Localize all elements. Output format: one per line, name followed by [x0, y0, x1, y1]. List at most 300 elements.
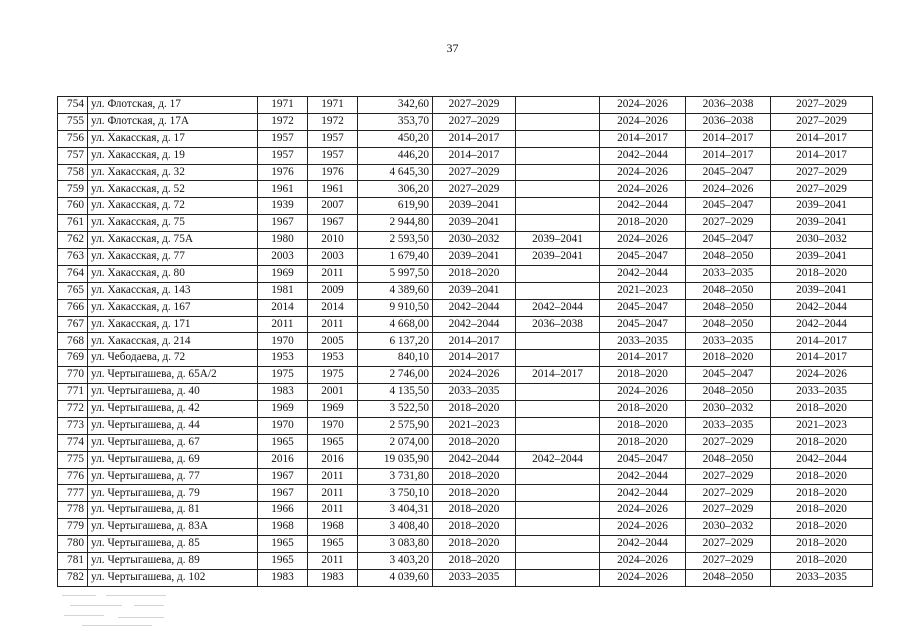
address-cell: ул. Хакасская, д. 143 — [88, 282, 258, 299]
period-cell-1: 2018–2020 — [433, 536, 516, 553]
row-number: 755 — [58, 113, 88, 130]
area-cell: 3 403,20 — [358, 553, 433, 570]
table-row — [58, 401, 873, 418]
year-built-cell: 1953 — [258, 350, 308, 367]
period-cell-3: 2045–2047 — [600, 451, 686, 468]
period-cell-3: 2045–2047 — [600, 249, 686, 266]
housing-repair-schedule-table — [57, 96, 873, 587]
area-cell: 2 593,50 — [358, 232, 433, 249]
period-cell-2 — [516, 553, 600, 570]
address-cell: ул. Чертыгашева, д. 40 — [88, 384, 258, 401]
area-cell: 3 750,10 — [358, 485, 433, 502]
table-row — [58, 113, 873, 130]
row-number: 769 — [58, 350, 88, 367]
row-number: 782 — [58, 569, 88, 586]
period-cell-3: 2045–2047 — [600, 316, 686, 333]
area-cell: 19 035,90 — [358, 451, 433, 468]
address-cell: ул. Чертыгашева, д. 102 — [88, 569, 258, 586]
area-cell: 2 074,00 — [358, 434, 433, 451]
year-commission-cell: 2016 — [308, 451, 358, 468]
table-row — [58, 181, 873, 198]
year-commission-cell: 2005 — [308, 333, 358, 350]
year-commission-cell: 1975 — [308, 367, 358, 384]
period-cell-4: 2045–2047 — [686, 164, 771, 181]
period-cell-3: 2024–2026 — [600, 113, 686, 130]
table-row — [58, 468, 873, 485]
address-cell: ул. Чертыгашева, д. 85 — [88, 536, 258, 553]
period-cell-2 — [516, 417, 600, 434]
period-cell-1: 2018–2020 — [433, 434, 516, 451]
period-cell-2 — [516, 113, 600, 130]
period-cell-1: 2033–2035 — [433, 384, 516, 401]
table-row — [58, 282, 873, 299]
period-cell-1: 2042–2044 — [433, 316, 516, 333]
page-number: 37 — [446, 41, 459, 55]
address-cell: ул. Хакасская, д. 52 — [88, 181, 258, 198]
period-cell-2: 2036–2038 — [516, 316, 600, 333]
area-cell: 450,20 — [358, 130, 433, 147]
year-built-cell: 1980 — [258, 232, 308, 249]
area-cell: 9 910,50 — [358, 299, 433, 316]
table-row — [58, 485, 873, 502]
period-cell-1: 2018–2020 — [433, 502, 516, 519]
year-built-cell: 1967 — [258, 485, 308, 502]
year-built-cell: 1975 — [258, 367, 308, 384]
year-commission-cell: 1957 — [308, 130, 358, 147]
period-cell-1: 2018–2020 — [433, 401, 516, 418]
period-cell-5: 2014–2017 — [771, 333, 873, 350]
period-cell-3: 2042–2044 — [600, 468, 686, 485]
period-cell-2 — [516, 97, 600, 114]
address-cell: ул. Хакасская, д. 171 — [88, 316, 258, 333]
year-commission-cell: 2011 — [308, 485, 358, 502]
row-number: 777 — [58, 485, 88, 502]
period-cell-3: 2045–2047 — [600, 299, 686, 316]
table-row — [58, 215, 873, 232]
period-cell-2 — [516, 569, 600, 586]
year-commission-cell: 1965 — [308, 434, 358, 451]
period-cell-3: 2018–2020 — [600, 215, 686, 232]
period-cell-3: 2014–2017 — [600, 130, 686, 147]
table-row — [58, 232, 873, 249]
period-cell-3: 2018–2020 — [600, 401, 686, 418]
period-cell-4: 2027–2029 — [686, 553, 771, 570]
year-built-cell: 1965 — [258, 434, 308, 451]
address-cell: ул. Флотская, д. 17А — [88, 113, 258, 130]
period-cell-1: 2039–2041 — [433, 215, 516, 232]
period-cell-1: 2027–2029 — [433, 181, 516, 198]
table-row — [58, 130, 873, 147]
period-cell-5: 2014–2017 — [771, 350, 873, 367]
year-built-cell: 1972 — [258, 113, 308, 130]
period-cell-2 — [516, 333, 600, 350]
year-commission-cell: 1961 — [308, 181, 358, 198]
row-number: 774 — [58, 434, 88, 451]
table-row — [58, 367, 873, 384]
address-cell: ул. Чебодаева, д. 72 — [88, 350, 258, 367]
period-cell-1: 2018–2020 — [433, 265, 516, 282]
period-cell-3: 2042–2044 — [600, 198, 686, 215]
period-cell-2 — [516, 350, 600, 367]
period-cell-5: 2014–2017 — [771, 147, 873, 164]
period-cell-1: 2027–2029 — [433, 97, 516, 114]
period-cell-2 — [516, 130, 600, 147]
year-built-cell: 1966 — [258, 502, 308, 519]
table-row — [58, 519, 873, 536]
year-commission-cell: 1970 — [308, 417, 358, 434]
year-commission-cell: 1972 — [308, 113, 358, 130]
period-cell-4: 2045–2047 — [686, 367, 771, 384]
period-cell-4: 2027–2029 — [686, 215, 771, 232]
area-cell: 3 408,40 — [358, 519, 433, 536]
period-cell-2: 2042–2044 — [516, 451, 600, 468]
row-number: 766 — [58, 299, 88, 316]
period-cell-2 — [516, 536, 600, 553]
period-cell-5: 2039–2041 — [771, 198, 873, 215]
year-built-cell: 1939 — [258, 198, 308, 215]
table-row — [58, 147, 873, 164]
year-commission-cell: 1965 — [308, 536, 358, 553]
year-built-cell: 2011 — [258, 316, 308, 333]
year-commission-cell: 2007 — [308, 198, 358, 215]
year-commission-cell: 1971 — [308, 97, 358, 114]
address-cell: ул. Хакасская, д. 19 — [88, 147, 258, 164]
address-cell: ул. Чертыгашева, д. 42 — [88, 401, 258, 418]
period-cell-2 — [516, 502, 600, 519]
row-number: 771 — [58, 384, 88, 401]
year-commission-cell: 2003 — [308, 249, 358, 266]
period-cell-2 — [516, 384, 600, 401]
address-cell: ул. Чертыгашева, д. 44 — [88, 417, 258, 434]
address-cell: ул. Хакасская, д. 75А — [88, 232, 258, 249]
period-cell-5: 2018–2020 — [771, 468, 873, 485]
period-cell-1: 2021–2023 — [433, 417, 516, 434]
period-cell-4: 2027–2029 — [686, 502, 771, 519]
period-cell-3: 2018–2020 — [600, 417, 686, 434]
table-row — [58, 569, 873, 586]
period-cell-2 — [516, 265, 600, 282]
row-number: 762 — [58, 232, 88, 249]
period-cell-2 — [516, 485, 600, 502]
period-cell-5: 2018–2020 — [771, 502, 873, 519]
table-row — [58, 299, 873, 316]
period-cell-5: 2039–2041 — [771, 282, 873, 299]
period-cell-4: 2027–2029 — [686, 468, 771, 485]
period-cell-4: 2036–2038 — [686, 113, 771, 130]
period-cell-3: 2042–2044 — [600, 536, 686, 553]
period-cell-3: 2033–2035 — [600, 333, 686, 350]
area-cell: 4 389,60 — [358, 282, 433, 299]
address-cell: ул. Хакасская, д. 72 — [88, 198, 258, 215]
year-commission-cell: 1969 — [308, 401, 358, 418]
year-built-cell: 1971 — [258, 97, 308, 114]
period-cell-4: 2048–2050 — [686, 569, 771, 586]
period-cell-1: 2039–2041 — [433, 249, 516, 266]
period-cell-2 — [516, 282, 600, 299]
row-number: 763 — [58, 249, 88, 266]
period-cell-3: 2042–2044 — [600, 485, 686, 502]
year-built-cell: 1965 — [258, 536, 308, 553]
row-number: 776 — [58, 468, 88, 485]
address-cell: ул. Флотская, д. 17 — [88, 97, 258, 114]
area-cell: 4 135,50 — [358, 384, 433, 401]
year-built-cell: 2014 — [258, 299, 308, 316]
year-built-cell: 1967 — [258, 468, 308, 485]
row-number: 754 — [58, 97, 88, 114]
period-cell-5: 2033–2035 — [771, 569, 873, 586]
area-cell: 2 944,80 — [358, 215, 433, 232]
period-cell-5: 2027–2029 — [771, 97, 873, 114]
year-built-cell: 1981 — [258, 282, 308, 299]
address-cell: ул. Хакасская, д. 80 — [88, 265, 258, 282]
row-number: 756 — [58, 130, 88, 147]
period-cell-2 — [516, 198, 600, 215]
period-cell-3: 2042–2044 — [600, 147, 686, 164]
year-commission-cell: 2010 — [308, 232, 358, 249]
period-cell-5: 2042–2044 — [771, 451, 873, 468]
period-cell-3: 2018–2020 — [600, 434, 686, 451]
address-cell: ул. Хакасская, д. 75 — [88, 215, 258, 232]
year-built-cell: 1957 — [258, 147, 308, 164]
year-built-cell: 1969 — [258, 265, 308, 282]
period-cell-1: 2027–2029 — [433, 113, 516, 130]
period-cell-1: 2018–2020 — [433, 485, 516, 502]
table-row — [58, 384, 873, 401]
period-cell-2: 2039–2041 — [516, 232, 600, 249]
period-cell-2 — [516, 164, 600, 181]
area-cell: 3 522,50 — [358, 401, 433, 418]
row-number: 761 — [58, 215, 88, 232]
area-cell: 4 668,00 — [358, 316, 433, 333]
period-cell-4: 2024–2026 — [686, 181, 771, 198]
address-cell: ул. Чертыгашева, д. 79 — [88, 485, 258, 502]
period-cell-2 — [516, 434, 600, 451]
table-row — [58, 164, 873, 181]
period-cell-1: 2024–2026 — [433, 367, 516, 384]
address-cell: ул. Чертыгашева, д. 69 — [88, 451, 258, 468]
period-cell-3: 2021–2023 — [600, 282, 686, 299]
period-cell-1: 2030–2032 — [433, 232, 516, 249]
period-cell-5: 2030–2032 — [771, 232, 873, 249]
period-cell-5: 2039–2041 — [771, 249, 873, 266]
table-row — [58, 553, 873, 570]
table-body — [58, 97, 873, 587]
area-cell: 342,60 — [358, 97, 433, 114]
period-cell-3: 2018–2020 — [600, 367, 686, 384]
year-built-cell: 2003 — [258, 249, 308, 266]
period-cell-5: 2039–2041 — [771, 215, 873, 232]
period-cell-4: 2045–2047 — [686, 232, 771, 249]
address-cell: ул. Чертыгашева, д. 83А — [88, 519, 258, 536]
table-row — [58, 502, 873, 519]
period-cell-4: 2048–2050 — [686, 316, 771, 333]
area-cell: 619,90 — [358, 198, 433, 215]
period-cell-2 — [516, 468, 600, 485]
period-cell-5: 2014–2017 — [771, 130, 873, 147]
period-cell-4: 2027–2029 — [686, 485, 771, 502]
period-cell-1: 2014–2017 — [433, 147, 516, 164]
period-cell-4: 2048–2050 — [686, 282, 771, 299]
period-cell-2 — [516, 519, 600, 536]
period-cell-4: 2014–2017 — [686, 130, 771, 147]
period-cell-2 — [516, 181, 600, 198]
row-number: 772 — [58, 401, 88, 418]
period-cell-5: 2042–2044 — [771, 316, 873, 333]
year-built-cell: 1970 — [258, 333, 308, 350]
table-row — [58, 417, 873, 434]
row-number: 770 — [58, 367, 88, 384]
area-cell: 5 997,50 — [358, 265, 433, 282]
period-cell-1: 2018–2020 — [433, 519, 516, 536]
period-cell-5: 2021–2023 — [771, 417, 873, 434]
period-cell-5: 2018–2020 — [771, 434, 873, 451]
area-cell: 4 645,30 — [358, 164, 433, 181]
period-cell-1: 2014–2017 — [433, 333, 516, 350]
year-built-cell: 1976 — [258, 164, 308, 181]
period-cell-2 — [516, 147, 600, 164]
period-cell-4: 2036–2038 — [686, 97, 771, 114]
period-cell-5: 2042–2044 — [771, 299, 873, 316]
period-cell-3: 2024–2026 — [600, 553, 686, 570]
row-number: 779 — [58, 519, 88, 536]
year-built-cell: 1983 — [258, 569, 308, 586]
period-cell-4: 2033–2035 — [686, 333, 771, 350]
area-cell: 3 404,31 — [358, 502, 433, 519]
area-cell: 840,10 — [358, 350, 433, 367]
year-built-cell: 1957 — [258, 130, 308, 147]
year-commission-cell: 2011 — [308, 265, 358, 282]
area-cell: 353,70 — [358, 113, 433, 130]
table-row — [58, 434, 873, 451]
row-number: 775 — [58, 451, 88, 468]
period-cell-5: 2027–2029 — [771, 113, 873, 130]
table-row — [58, 249, 873, 266]
table-row — [58, 451, 873, 468]
year-commission-cell: 1983 — [308, 569, 358, 586]
period-cell-4: 2045–2047 — [686, 198, 771, 215]
table-row — [58, 198, 873, 215]
area-cell: 2 575,90 — [358, 417, 433, 434]
year-commission-cell: 1957 — [308, 147, 358, 164]
year-commission-cell: 1967 — [308, 215, 358, 232]
period-cell-1: 2042–2044 — [433, 299, 516, 316]
area-cell: 6 137,20 — [358, 333, 433, 350]
period-cell-5: 2018–2020 — [771, 553, 873, 570]
period-cell-1: 2014–2017 — [433, 350, 516, 367]
period-cell-2: 2042–2044 — [516, 299, 600, 316]
period-cell-3: 2014–2017 — [600, 350, 686, 367]
period-cell-3: 2024–2026 — [600, 519, 686, 536]
row-number: 767 — [58, 316, 88, 333]
period-cell-1: 2039–2041 — [433, 198, 516, 215]
period-cell-3: 2024–2026 — [600, 502, 686, 519]
year-commission-cell: 2014 — [308, 299, 358, 316]
period-cell-3: 2024–2026 — [600, 164, 686, 181]
row-number: 773 — [58, 417, 88, 434]
area-cell: 446,20 — [358, 147, 433, 164]
table-row — [58, 350, 873, 367]
address-cell: ул. Хакасская, д. 214 — [88, 333, 258, 350]
period-cell-2 — [516, 401, 600, 418]
period-cell-1: 2018–2020 — [433, 468, 516, 485]
address-cell: ул. Хакасская, д. 167 — [88, 299, 258, 316]
period-cell-4: 2027–2029 — [686, 434, 771, 451]
year-commission-cell: 2011 — [308, 502, 358, 519]
period-cell-4: 2033–2035 — [686, 417, 771, 434]
year-built-cell: 1969 — [258, 401, 308, 418]
period-cell-4: 2048–2050 — [686, 249, 771, 266]
row-number: 759 — [58, 181, 88, 198]
row-number: 768 — [58, 333, 88, 350]
row-number: 758 — [58, 164, 88, 181]
period-cell-5: 2018–2020 — [771, 485, 873, 502]
period-cell-5: 2033–2035 — [771, 384, 873, 401]
period-cell-5: 2018–2020 — [771, 401, 873, 418]
row-number: 765 — [58, 282, 88, 299]
address-cell: ул. Чертыгашева, д. 65А/2 — [88, 367, 258, 384]
table-row — [58, 316, 873, 333]
period-cell-5: 2018–2020 — [771, 519, 873, 536]
area-cell: 3 083,80 — [358, 536, 433, 553]
scan-artifact — [62, 591, 172, 629]
year-built-cell: 1961 — [258, 181, 308, 198]
period-cell-3: 2042–2044 — [600, 265, 686, 282]
period-cell-3: 2024–2026 — [600, 232, 686, 249]
row-number: 780 — [58, 536, 88, 553]
period-cell-4: 2014–2017 — [686, 147, 771, 164]
period-cell-4: 2048–2050 — [686, 384, 771, 401]
period-cell-4: 2018–2020 — [686, 350, 771, 367]
period-cell-3: 2024–2026 — [600, 384, 686, 401]
year-built-cell: 1983 — [258, 384, 308, 401]
period-cell-3: 2024–2026 — [600, 181, 686, 198]
period-cell-5: 2024–2026 — [771, 367, 873, 384]
period-cell-2: 2014–2017 — [516, 367, 600, 384]
year-built-cell: 1970 — [258, 417, 308, 434]
address-cell: ул. Чертыгашева, д. 81 — [88, 502, 258, 519]
row-number: 760 — [58, 198, 88, 215]
period-cell-4: 2033–2035 — [686, 265, 771, 282]
area-cell: 306,20 — [358, 181, 433, 198]
period-cell-4: 2027–2029 — [686, 536, 771, 553]
year-built-cell: 1968 — [258, 519, 308, 536]
year-built-cell: 1965 — [258, 553, 308, 570]
period-cell-1: 2014–2017 — [433, 130, 516, 147]
year-commission-cell: 2011 — [308, 316, 358, 333]
period-cell-3: 2024–2026 — [600, 569, 686, 586]
period-cell-1: 2042–2044 — [433, 451, 516, 468]
period-cell-1: 2033–2035 — [433, 569, 516, 586]
year-commission-cell: 2009 — [308, 282, 358, 299]
year-commission-cell: 2011 — [308, 468, 358, 485]
row-number: 781 — [58, 553, 88, 570]
address-cell: ул. Хакасская, д. 17 — [88, 130, 258, 147]
table-row — [58, 97, 873, 114]
table-row — [58, 333, 873, 350]
period-cell-5: 2018–2020 — [771, 536, 873, 553]
year-built-cell: 2016 — [258, 451, 308, 468]
address-cell: ул. Хакасская, д. 32 — [88, 164, 258, 181]
area-cell: 4 039,60 — [358, 569, 433, 586]
period-cell-2 — [516, 215, 600, 232]
address-cell: ул. Чертыгашева, д. 67 — [88, 434, 258, 451]
period-cell-4: 2030–2032 — [686, 401, 771, 418]
period-cell-2: 2039–2041 — [516, 249, 600, 266]
period-cell-1: 2039–2041 — [433, 282, 516, 299]
period-cell-5: 2018–2020 — [771, 265, 873, 282]
row-number: 757 — [58, 147, 88, 164]
address-cell: ул. Чертыгашева, д. 89 — [88, 553, 258, 570]
